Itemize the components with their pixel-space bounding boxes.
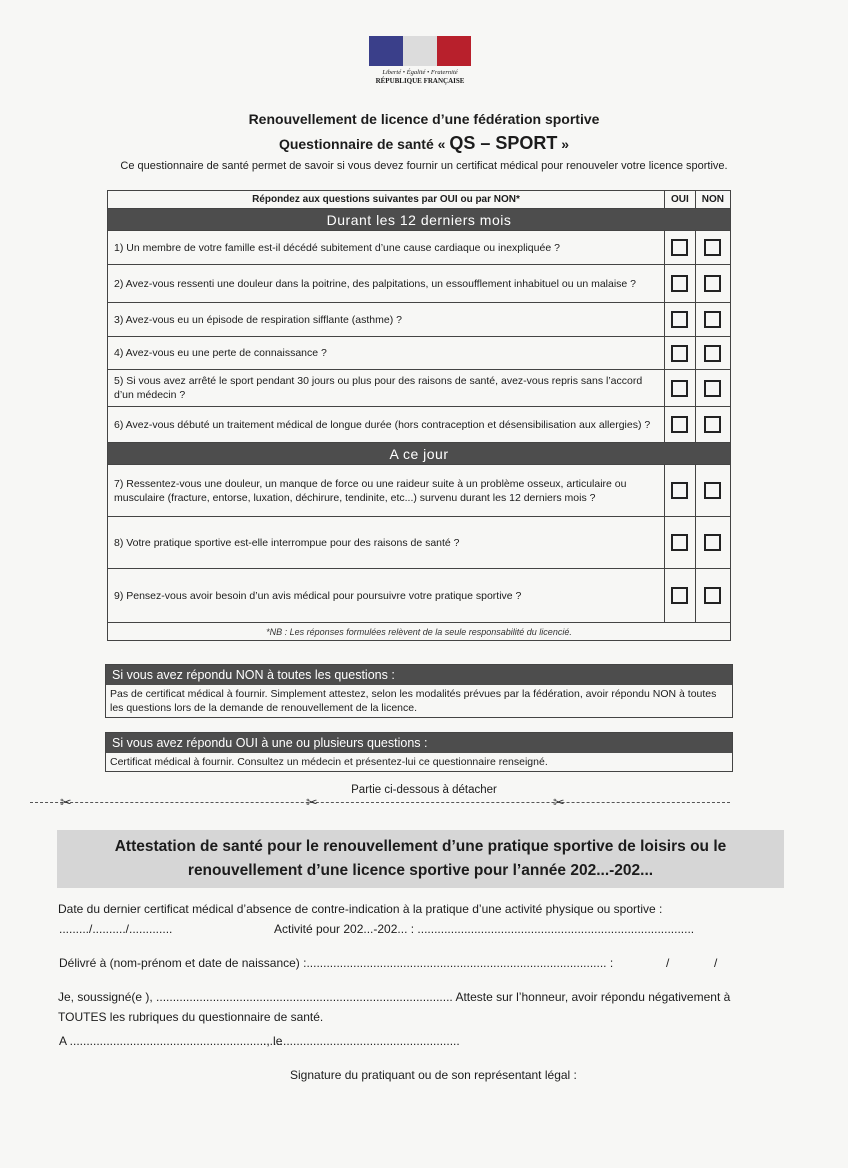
subtitle-prefix: Questionnaire de santé «: [278, 136, 450, 152]
intro-text: Ce questionnaire de santé permet de savoir si vous devez fournir un certificat médical pour renouveler votre licence sportive.: [120, 160, 728, 172]
undersigned-field[interactable]: Je, soussigné(e ), ......................................................................................... Atteste sur l’honneur, avoir répondu négativement à: [58, 990, 731, 1004]
republique-francaise-logo: [369, 36, 471, 85]
attestation-title-line1: Attestation de santé pour le renouvellement d’une pratique sportive de loisirs ou le: [114, 838, 727, 855]
info-box-all-no: [105, 664, 733, 718]
question-5: 5) Si vous avez arrêté le sport pendant 30 jours ou plus pour des raisons de santé, avez-vous repris sans l’accord d’un médecin ?: [108, 370, 665, 407]
document-subtitle: [0, 133, 848, 154]
section-header-row: [108, 443, 731, 465]
undersigned-continuation: TOUTES les rubriques du questionnaire de santé.: [58, 1010, 324, 1024]
section-today: A ce jour: [108, 443, 731, 465]
question-row: [108, 337, 731, 370]
q4-no-checkbox[interactable]: [704, 345, 721, 362]
detach-label: Partie ci-dessous à détacher: [351, 784, 497, 796]
question-8: 8) Votre pratique sportive est-elle interrompue pour des raisons de santé ?: [108, 517, 665, 569]
question-1: 1) Un membre de votre famille est-il décédé subitement d’une cause cardiaque ou inexpliquée ?: [108, 231, 665, 265]
instruction-header: Répondez aux questions suivantes par OUI ou par NON*: [108, 191, 665, 209]
delivered-to-field[interactable]: Délivré à (nom-prénom et date de naissance) :.......................................................................................... :: [59, 956, 614, 970]
info-no-body: Pas de certificat médical à fournir. Simplement attestez, selon les modalités prévues par la fédération, avoir répondu NON à toutes les questions lors de la demande de renouvellement de la licence.: [110, 688, 717, 714]
q2-yes-checkbox[interactable]: [671, 275, 688, 292]
question-row: [108, 465, 731, 517]
marianne-emblem: [369, 36, 471, 66]
date-field[interactable]: ...........................................................: [263, 1034, 460, 1048]
question-7: 7) Ressentez-vous une douleur, un manque de force ou une raideur suite à un problème osseux, articulaire ou musculaire (fracture, entorse, luxation, déchirure, tendinite, etc...) survenu durant les 12 derniers mois ?: [108, 465, 665, 517]
signature-label: Signature du pratiquant ou de son représentant légal :: [290, 1068, 577, 1082]
question-row: [108, 517, 731, 569]
q4-yes-checkbox[interactable]: [671, 345, 688, 362]
attestation-title-line2: renouvellement d’une licence sportive pour l’année 202...-202...: [187, 862, 654, 879]
question-3: 3) Avez-vous eu un épisode de respiration sifflante (asthme) ?: [108, 303, 665, 337]
nb-row: [108, 623, 731, 641]
question-row: [108, 265, 731, 303]
cut-line: [30, 802, 730, 803]
section-last-12-months: Durant les 12 derniers mois: [108, 209, 731, 231]
questionnaire-table: [107, 190, 731, 641]
attestation-title: [57, 835, 784, 883]
scissors-icon: ✂: [60, 794, 72, 810]
q3-yes-checkbox[interactable]: [671, 311, 688, 328]
q2-no-checkbox[interactable]: [704, 275, 721, 292]
q6-yes-checkbox[interactable]: [671, 416, 688, 433]
q9-yes-checkbox[interactable]: [671, 587, 688, 604]
q7-yes-checkbox[interactable]: [671, 482, 688, 499]
question-4: 4) Avez-vous eu une perte de connaissance ?: [108, 337, 665, 370]
q1-no-checkbox[interactable]: [704, 239, 721, 256]
nb-note: *NB : Les réponses formulées relèvent de la seule responsabilité du licencié.: [108, 623, 731, 641]
q8-yes-checkbox[interactable]: [671, 534, 688, 551]
question-row: [108, 407, 731, 443]
q3-no-checkbox[interactable]: [704, 311, 721, 328]
no-column-header: NON: [695, 191, 730, 209]
activity-field[interactable]: Activité pour 202...-202... : ...................................................................................: [274, 922, 695, 936]
question-6: 6) Avez-vous débuté un traitement médical de longue durée (hors contraception et désensibilisation aux allergies) ?: [108, 407, 665, 443]
subtitle-suffix: »: [557, 136, 570, 152]
document-title: Renouvellement de licence d’une fédération sportive: [248, 111, 600, 127]
place-field[interactable]: A ..........................................................., le: [59, 1034, 283, 1048]
scissors-icon: ✂: [306, 794, 318, 810]
last-certificate-date-field[interactable]: ........./........../.............: [59, 922, 173, 936]
logo-country: RÉPUBLIQUE FRANÇAISE: [375, 77, 465, 85]
q9-no-checkbox[interactable]: [704, 587, 721, 604]
info-box-any-yes: [105, 732, 733, 772]
info-no-heading: Si vous avez répondu NON à toutes les questions :: [106, 665, 732, 685]
q5-no-checkbox[interactable]: [704, 380, 721, 397]
q6-no-checkbox[interactable]: [704, 416, 721, 433]
scissors-icon: ✂: [553, 794, 565, 810]
question-2: 2) Avez-vous ressenti une douleur dans la poitrine, des palpitations, un essoufflement inhabituel ou un malaise ?: [108, 265, 665, 303]
info-yes-heading: Si vous avez répondu OUI à une ou plusieurs questions :: [106, 733, 732, 753]
question-row: [108, 370, 731, 407]
q7-no-checkbox[interactable]: [704, 482, 721, 499]
q1-yes-checkbox[interactable]: [671, 239, 688, 256]
question-9: 9) Pensez-vous avoir besoin d’un avis médical pour poursuivre votre pratique sportive ?: [108, 569, 665, 623]
birthdate-separator: /: [714, 956, 718, 970]
q5-yes-checkbox[interactable]: [671, 380, 688, 397]
q8-no-checkbox[interactable]: [704, 534, 721, 551]
question-row: [108, 569, 731, 623]
question-row: [108, 303, 731, 337]
table-header-row: [108, 191, 731, 209]
question-row: [108, 231, 731, 265]
yes-column-header: OUI: [664, 191, 695, 209]
info-yes-body: Certificat médical à fournir. Consultez un médecin et présentez-lui ce questionnaire renseigné.: [110, 756, 548, 768]
section-header-row: [108, 209, 731, 231]
subtitle-code: QS – SPORT: [449, 133, 558, 153]
last-certificate-label: Date du dernier certificat médical d’absence de contre-indication à la pratique d’une activité physique ou sportive :: [58, 902, 663, 916]
birthdate-separator: /: [666, 956, 670, 970]
logo-motto: Liberté • Égalité • Fraternité: [382, 69, 458, 76]
